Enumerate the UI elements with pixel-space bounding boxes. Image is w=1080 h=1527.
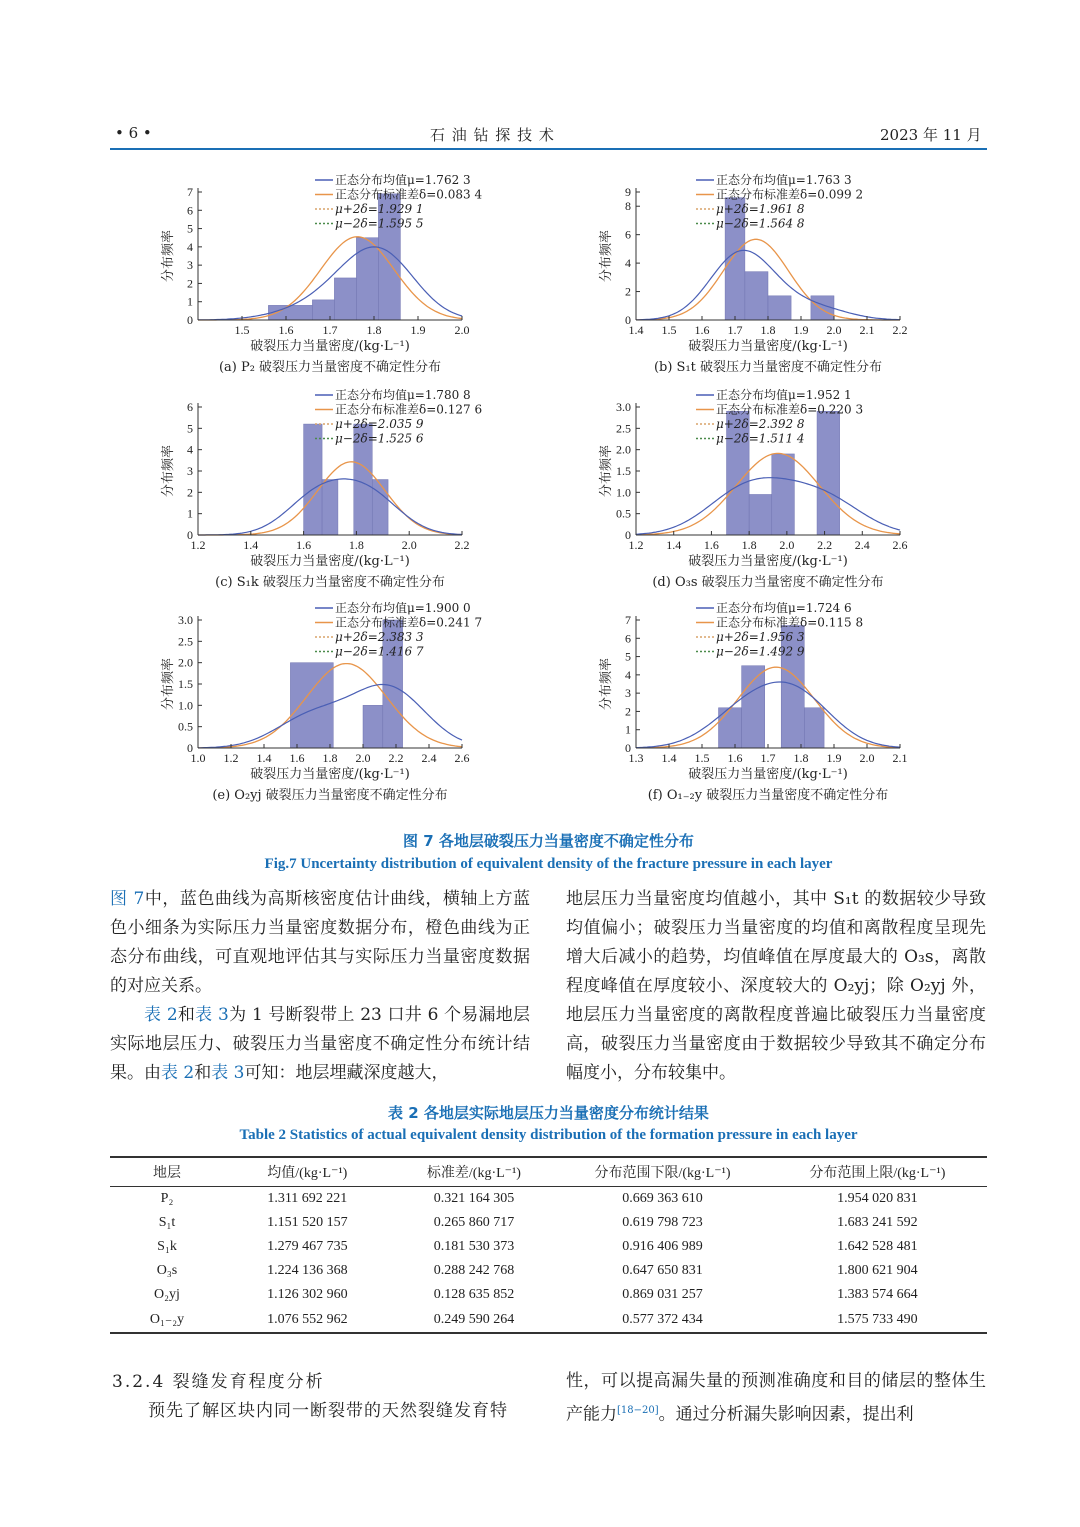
y-tick-label: 2.0: [178, 655, 193, 670]
kde-curve: [636, 682, 900, 748]
x-axis-label: 破裂压力当量密度/(kg·L⁻¹): [688, 554, 848, 569]
y-tick-label: 0: [187, 741, 193, 755]
legend-label: μ+2δ=2.392 8: [716, 417, 805, 431]
legend-label: μ−2δ=1.492 9: [716, 644, 805, 659]
histogram-bar: [290, 663, 333, 748]
y-tick-label: 8: [625, 199, 631, 214]
paragraph-text: 为 1 号断裂带上 23 口井 6 个易漏地层实际地层压力、破裂压力当量密度不确定性分布统计结果。由: [110, 1005, 530, 1083]
x-axis-label: 破裂压力当量密度/(kg·L⁻¹): [250, 339, 410, 354]
legend-label: 正态分布均值μ=1.900 0: [335, 601, 471, 615]
x-tick-label: 1.9: [793, 323, 809, 337]
legend-label: 正态分布均值μ=1.762 3: [335, 173, 471, 187]
x-tick-label: 1.4: [666, 538, 682, 552]
table-cell: 1.642 528 481: [837, 1239, 918, 1254]
table-cell: 1.683 241 592: [837, 1215, 918, 1230]
x-tick-label: 1.4: [628, 323, 644, 337]
paragraph-text: 和: [194, 1063, 212, 1083]
table-2: [110, 1156, 987, 1334]
table-cell: O₁₋₂y: [110, 1307, 224, 1333]
y-tick-label: 2: [625, 284, 631, 299]
x-tick-label: 1.6: [289, 751, 305, 765]
table-caption-cn: 表 2 各地层实际地层压力当量密度分布统计结果: [388, 1104, 709, 1122]
table-cell: 0.647 650 831: [622, 1263, 703, 1278]
y-tick-label: 7: [625, 613, 631, 627]
x-tick-label: 1.7: [727, 323, 743, 337]
x-tick-label: 1.5: [661, 323, 677, 337]
stats-table: [110, 1156, 987, 1334]
figure-caption-en: Fig.7 Uncertainty distribution of equivalent density of the fracture pressure in each layer: [264, 856, 833, 872]
x-tick-label: 1.6: [727, 751, 743, 765]
section-right-sentence-2: 。通过分析漏失影响因素，提出利: [658, 1404, 914, 1425]
histogram-bar: [817, 411, 840, 535]
legend-label: μ−2δ=1.564 8: [716, 216, 805, 231]
x-tick-label: 2.4: [421, 751, 437, 765]
legend-label: 正态分布均值μ=1.763 3: [716, 173, 852, 187]
chart-panel-c: [110, 385, 548, 600]
histogram-bar: [745, 272, 768, 320]
journal-name: 石 油 钻 探 技 术: [430, 126, 555, 144]
table-cell: 0.249 590 264: [391, 1307, 558, 1333]
y-tick-label: 7: [187, 185, 193, 199]
x-tick-label: 1.7: [760, 751, 776, 765]
x-axis-label: 破裂压力当量密度/(kg·L⁻¹): [250, 767, 410, 782]
y-tick-label: 0: [187, 313, 193, 327]
section-left-text: 预先了解区块内同一断裂带的天然裂缝发育特: [148, 1401, 508, 1421]
y-tick-label: 2.5: [178, 634, 193, 649]
legend-label: μ−2δ=1.511 4: [716, 431, 805, 446]
x-tick-label: 1.6: [703, 538, 719, 552]
legend-label: 正态分布标准差δ=0.220 3: [716, 402, 864, 417]
histogram-bar: [334, 278, 356, 320]
legend-label: 正态分布标准差δ=0.115 8: [716, 615, 864, 630]
y-tick-label: 4: [625, 256, 631, 271]
cross-reference-link[interactable]: 图 7: [110, 889, 145, 909]
x-tick-label: 1.4: [243, 538, 259, 552]
histogram-bar: [772, 454, 795, 535]
y-tick-label: 2: [625, 704, 631, 719]
y-tick-label: 1.0: [616, 485, 631, 500]
y-tick-label: 1.5: [178, 677, 193, 691]
table-cell: 1.224 136 368: [267, 1263, 348, 1278]
x-tick-label: 2.2: [388, 751, 404, 765]
x-tick-label: 1.4: [256, 751, 272, 765]
left-paragraph-2: [110, 1001, 530, 1088]
x-tick-label: 2.2: [892, 323, 908, 337]
citation-ref[interactable]: [18−20]: [617, 1405, 659, 1416]
y-tick-label: 6: [625, 227, 631, 242]
chart-svg: [110, 598, 548, 813]
legend-label: μ−2δ=1.525 6: [335, 431, 424, 446]
y-tick-label: 5: [187, 421, 193, 436]
x-tick-label: 1.6: [278, 323, 294, 337]
paragraph-text: 中，蓝色曲线为高斯核密度估计曲线，横轴上方蓝色小细条为实际压力当量密度数据分布，橙色曲线为正态分布曲线，可直观地评估其与实际压力当量密度数据的对应关系。: [110, 889, 530, 996]
table-row: [110, 1187, 987, 1212]
legend-label: 正态分布均值μ=1.780 8: [335, 388, 471, 402]
issue-date: 2023 年 11 月: [880, 126, 982, 144]
histogram-bar: [742, 666, 765, 748]
table-header-cell: 分布范围上限/(kg·L⁻¹): [768, 1157, 987, 1187]
x-tick-label: 2.6: [892, 538, 908, 552]
x-axis-label: 破裂压力当量密度/(kg·L⁻¹): [688, 767, 848, 782]
y-axis-label: 分布频率: [599, 657, 614, 711]
x-tick-label: 1.8: [366, 323, 382, 337]
header-rule: [110, 148, 987, 150]
table-cell: 0.265 860 717: [433, 1215, 515, 1230]
y-tick-label: 2: [187, 485, 193, 500]
y-tick-label: 1: [187, 294, 193, 309]
table-cell: P₂: [160, 1191, 174, 1206]
histogram-bar: [363, 705, 383, 748]
y-tick-label: 0: [625, 528, 631, 542]
x-tick-label: 2.2: [817, 538, 833, 552]
chart-panel-e: [110, 598, 548, 813]
y-tick-label: 0: [625, 741, 631, 755]
legend-label: μ−2δ=1.416 7: [335, 644, 424, 659]
y-tick-label: 1.0: [178, 698, 193, 713]
table-cell: O₃s: [156, 1263, 178, 1278]
cross-reference-link[interactable]: 表 2: [144, 1005, 178, 1025]
body-left-column: [110, 885, 530, 1088]
y-tick-label: 3.0: [616, 400, 631, 414]
x-axis-label: 破裂压力当量密度/(kg·L⁻¹): [688, 339, 848, 354]
table-cell: 0.128 635 852: [433, 1287, 515, 1302]
x-tick-label: 1.2: [628, 538, 644, 552]
y-axis-label: 分布频率: [161, 657, 176, 711]
body-right-column: [566, 885, 986, 1088]
y-tick-label: 6: [187, 203, 193, 218]
table-header-cell: 标准差/(kg·L⁻¹): [391, 1157, 558, 1187]
legend-label: μ+2δ=2.383 3: [335, 630, 424, 644]
table-header-cell: 分布范围下限/(kg·L⁻¹): [557, 1157, 767, 1187]
y-axis-label: 分布频率: [599, 444, 614, 498]
y-tick-label: 1: [187, 506, 193, 521]
y-tick-label: 1.5: [616, 464, 631, 478]
x-tick-label: 1.8: [741, 538, 757, 552]
panel-caption: (b) S₁t 破裂压力当量密度不确定性分布: [653, 360, 883, 375]
section-heading: 3.2.4 裂缝发育程度分析: [112, 1372, 325, 1392]
chart-panel-d: [548, 385, 986, 600]
y-tick-label: 4: [187, 239, 193, 254]
table-cell: 0.577 372 434: [557, 1307, 767, 1333]
x-tick-label: 2.1: [859, 323, 875, 337]
legend-label: μ+2δ=1.929 1: [335, 202, 424, 216]
x-tick-label: 1.5: [234, 323, 250, 337]
table-row: [110, 1307, 987, 1333]
legend-label: μ+2δ=1.956 3: [716, 630, 805, 644]
x-tick-label: 1.9: [826, 751, 842, 765]
x-tick-label: 2.1: [892, 751, 908, 765]
legend-label: 正态分布标准差δ=0.099 2: [716, 187, 864, 202]
x-tick-label: 2.6: [454, 751, 470, 765]
x-tick-label: 1.2: [223, 751, 239, 765]
legend-label: 正态分布均值μ=1.952 1: [716, 388, 852, 402]
cross-reference-link[interactable]: 表 2: [161, 1063, 195, 1083]
right-paragraph-1: 地层压力当量密度均值越小，其中 S₁t 的数据较少导致均值偏小；破裂压力当量密度的均值和离散程度呈现先增大后减小的趋势，均值峰值在厚度最大的 O₃s，离散程度峰值在厚度较小、深度较大的 O₂yj；除 O₂yj 外，地层压力当量密度的离散程度普遍比破裂压力当量密度高，破裂压力当量密度由于数据较少导致其不确定分布幅度小，分布较集中。: [566, 889, 986, 1083]
histogram-bar: [312, 300, 334, 320]
table-cell: 0.181 530 373: [433, 1239, 515, 1254]
x-tick-label: 1.5: [694, 751, 710, 765]
y-axis-label: 分布频率: [599, 229, 614, 283]
paragraph-text: 和: [177, 1005, 196, 1025]
page-number: • 6 •: [115, 124, 152, 142]
table-cell: 1.575 733 490: [768, 1307, 987, 1333]
table-cell: 1.151 520 157: [267, 1215, 348, 1230]
chart-panel-f: [548, 598, 986, 813]
chart-svg: [548, 598, 986, 813]
panel-caption: (d) O₃s 破裂压力当量密度不确定性分布: [652, 575, 884, 590]
left-paragraph-1: [110, 885, 530, 1001]
y-tick-label: 0.5: [178, 719, 193, 734]
table-header-cell: 均值/(kg·L⁻¹): [224, 1157, 391, 1187]
x-tick-label: 1.6: [694, 323, 710, 337]
table-row: [110, 1211, 987, 1235]
panel-caption: (c) S₁k 破裂压力当量密度不确定性分布: [215, 575, 445, 590]
y-tick-label: 3: [187, 258, 193, 273]
x-tick-label: 1.4: [661, 751, 677, 765]
x-tick-label: 1.8: [760, 323, 776, 337]
table-cell: O₂yj: [154, 1287, 180, 1302]
table-cell: 1.954 020 831: [837, 1191, 918, 1206]
chart-panel-a: [110, 170, 548, 385]
legend-label: 正态分布标准差δ=0.127 6: [335, 402, 483, 417]
x-tick-label: 1.7: [322, 323, 338, 337]
x-axis-label: 破裂压力当量密度/(kg·L⁻¹): [250, 554, 410, 569]
histogram-bar: [749, 494, 772, 535]
y-tick-label: 3: [625, 686, 631, 701]
legend-label: 正态分布标准差δ=0.083 4: [335, 187, 483, 202]
paragraph-text: 可知：地层埋藏深度越大，: [244, 1063, 449, 1083]
y-tick-label: 5: [187, 221, 193, 236]
histogram-bar: [768, 296, 791, 320]
table-cell: 1.383 574 664: [837, 1287, 918, 1302]
table-cell: 0.619 798 723: [622, 1215, 703, 1230]
table-cell: S₁t: [158, 1215, 176, 1230]
y-tick-label: 9: [625, 185, 631, 199]
table-cell: 1.800 621 904: [837, 1263, 918, 1278]
table-cell: 1.279 467 735: [267, 1239, 348, 1254]
y-tick-label: 3: [187, 464, 193, 478]
y-tick-label: 2.5: [616, 421, 631, 436]
x-tick-label: 1.3: [628, 751, 644, 765]
x-tick-label: 1.6: [296, 538, 312, 552]
panel-caption: (f) O₁₋₂y 破裂压力当量密度不确定性分布: [647, 788, 889, 803]
table-row: [110, 1259, 987, 1283]
table-row: [110, 1235, 987, 1259]
table-cell: 1.311 692 221: [267, 1191, 348, 1206]
chart-panel-b: [548, 170, 986, 385]
x-tick-label: 1.8: [348, 538, 364, 552]
x-tick-label: 1.8: [322, 751, 338, 765]
x-tick-label: 2.0: [779, 538, 795, 552]
panel-caption: (a) P₂ 破裂压力当量密度不确定性分布: [218, 360, 442, 375]
table-cell: 0.869 031 257: [622, 1287, 703, 1302]
y-tick-label: 2: [187, 276, 193, 291]
x-tick-label: 1.2: [190, 538, 206, 552]
histogram-bar: [322, 480, 338, 535]
table-cell: 0.669 363 610: [622, 1191, 703, 1206]
x-tick-label: 2.0: [859, 751, 875, 765]
legend-label: μ−2δ=1.595 5: [335, 216, 424, 231]
y-axis-label: 分布频率: [161, 444, 176, 498]
table-cell: 1.076 552 962: [224, 1307, 391, 1333]
chart-svg: [110, 170, 548, 385]
table-caption-en: Table 2 Statistics of actual equivalent density distribution of the formation pressure in each layer: [239, 1127, 858, 1143]
legend-label: 正态分布标准差δ=0.241 7: [335, 615, 483, 630]
x-tick-label: 1.9: [410, 323, 426, 337]
legend-label: 正态分布均值μ=1.724 6: [716, 601, 852, 615]
y-tick-label: 1: [625, 722, 631, 737]
y-tick-label: 0: [187, 528, 193, 542]
y-tick-label: 6: [187, 400, 193, 414]
x-tick-label: 2.0: [454, 323, 470, 337]
legend-label: μ+2δ=2.035 9: [335, 417, 424, 431]
y-tick-label: 5: [625, 649, 631, 664]
cross-reference-link[interactable]: 表 3: [211, 1063, 245, 1083]
histogram-bar: [372, 480, 388, 535]
cross-reference-link[interactable]: 表 3: [195, 1005, 229, 1025]
y-axis-label: 分布频率: [161, 229, 176, 283]
legend-label: μ+2δ=1.961 8: [716, 202, 805, 216]
table-cell: 0.916 406 989: [622, 1239, 703, 1254]
histogram-bar: [804, 708, 824, 748]
y-tick-label: 0.5: [616, 506, 631, 521]
chart-svg: [110, 385, 548, 600]
x-tick-label: 2.4: [854, 538, 870, 552]
table-header-cell: 地层: [110, 1157, 224, 1187]
y-tick-label: 0: [625, 313, 631, 327]
section-right-text: [566, 1367, 986, 1430]
x-tick-label: 2.0: [355, 751, 371, 765]
x-tick-label: 2.0: [401, 538, 417, 552]
y-tick-label: 2.0: [616, 442, 631, 457]
y-tick-label: 4: [187, 442, 193, 457]
normal-distribution-curve: [636, 667, 900, 748]
table-cell: 0.321 164 305: [433, 1191, 515, 1206]
x-tick-label: 1.8: [793, 751, 809, 765]
table-cell: 1.126 302 960: [267, 1287, 348, 1302]
panel-caption: (e) O₂yj 破裂压力当量密度不确定性分布: [212, 788, 448, 803]
table-cell: 0.288 242 768: [433, 1263, 515, 1278]
table-row: [110, 1283, 987, 1307]
x-tick-label: 2.2: [454, 538, 470, 552]
table-cell: S₁k: [157, 1239, 177, 1254]
section-right-sentence: 性，可以提高漏失量的预测准确度和目的储层的整体生产能力: [566, 1371, 986, 1425]
y-tick-label: 3.0: [178, 613, 193, 627]
histogram-bar: [304, 424, 322, 535]
y-tick-label: 4: [625, 667, 631, 682]
figure-caption-cn: 图 7 各地层破裂压力当量密度不确定性分布: [403, 832, 694, 850]
table-header-row: [110, 1157, 987, 1187]
histogram-bar: [356, 238, 378, 320]
chart-svg: [548, 170, 986, 385]
chart-svg: [548, 385, 986, 600]
x-tick-label: 2.0: [826, 323, 842, 337]
x-tick-label: 1.0: [190, 751, 206, 765]
y-tick-label: 6: [625, 631, 631, 646]
